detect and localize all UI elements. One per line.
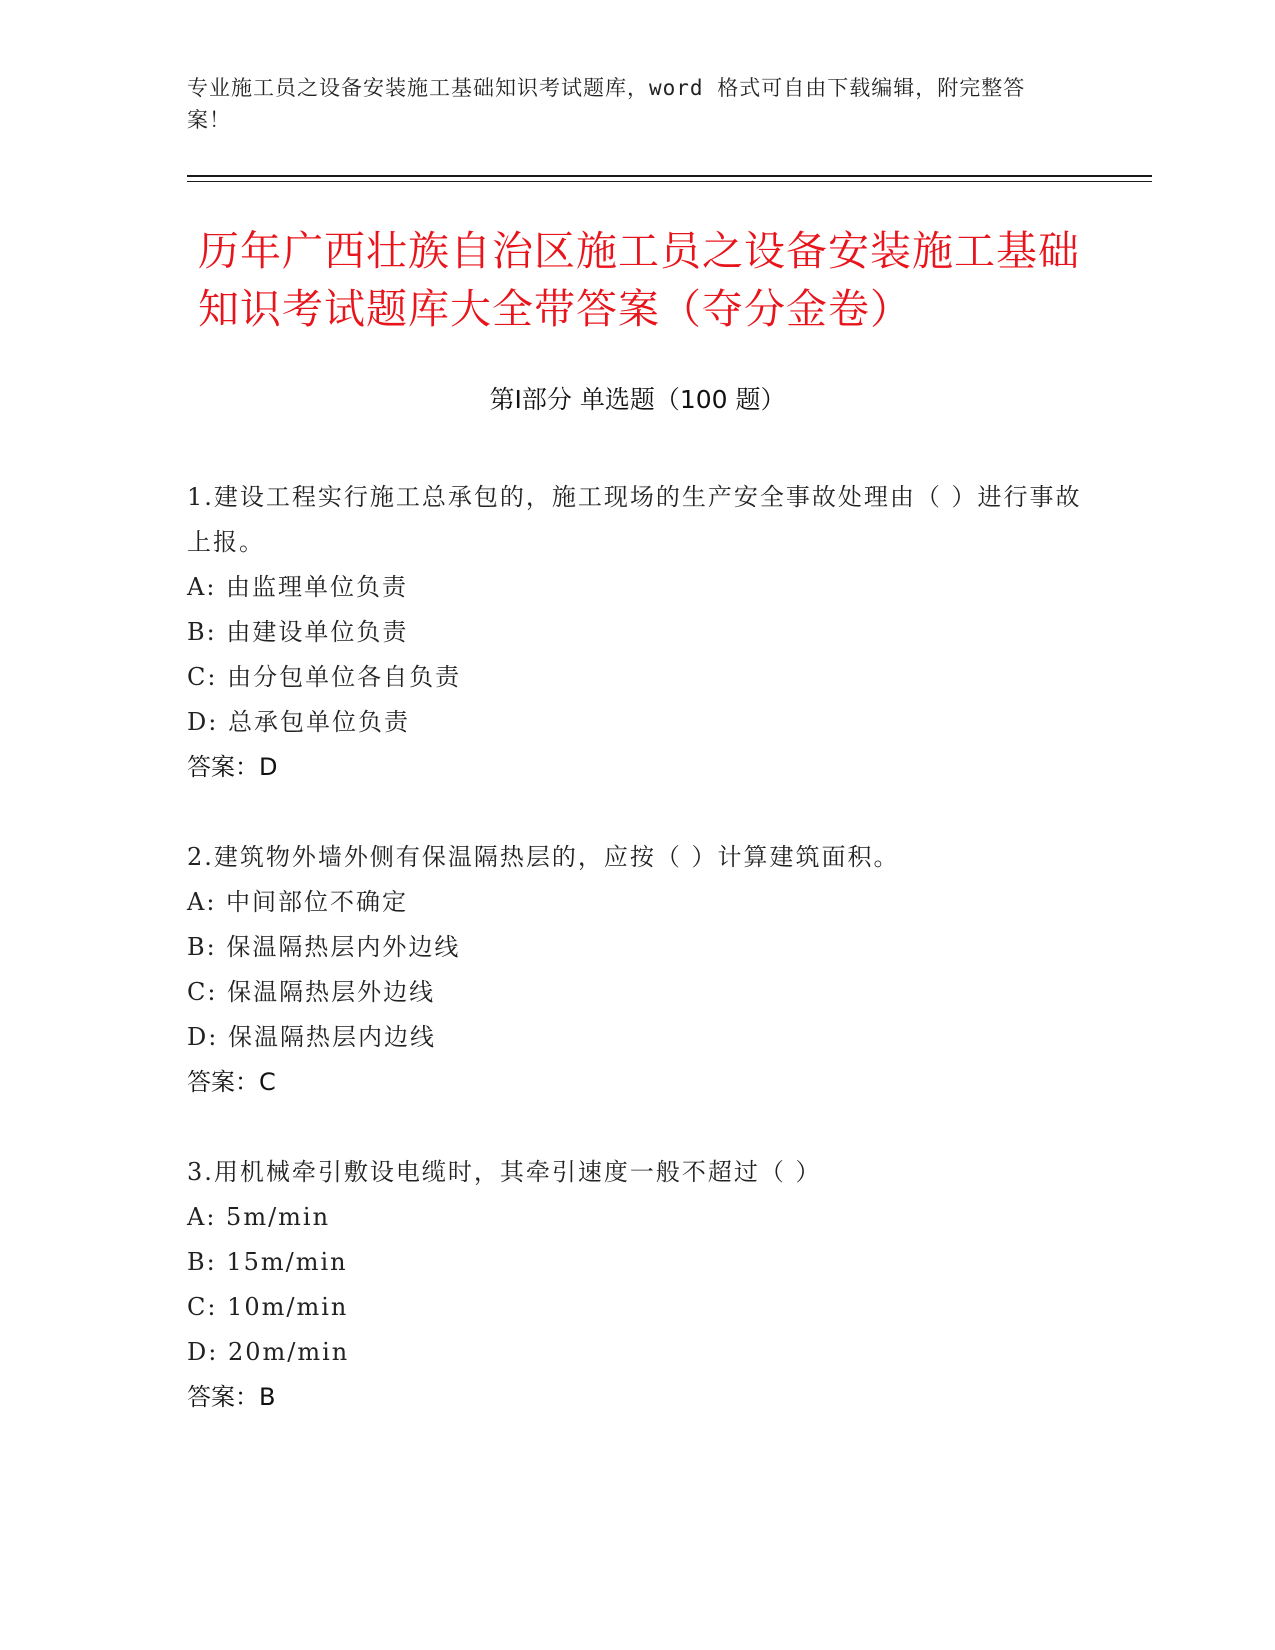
question-stem: 3.用机械牵引敷设电缆时，其牵引速度一般不超过（ ） [187,1158,822,1186]
question-list [187,475,1087,1465]
option-d: D: 保温隔热层内边线 [187,1023,436,1051]
option-d: D: 总承包单位负责 [187,708,410,736]
option-d: D: 20m/min [187,1338,350,1366]
option-a: A: 5m/min [187,1203,331,1231]
question-item [187,1150,1087,1420]
option-b: B: 由建设单位负责 [187,618,409,646]
option-c: C: 10m/min [187,1293,349,1321]
document-title: 历年广西壮族自治区施工员之设备安装施工基础知识考试题库大全带答案（夺分金卷） [198,227,1080,333]
section-title: 第Ⅰ部分 单选题（100 题） [489,385,786,414]
option-c: C: 保温隔热层外边线 [187,978,436,1006]
header-note: 专业施工员之设备安装施工基础知识考试题库，word 格式可自由下载编辑，附完整答案！ [187,76,1026,132]
option-a: A: 中间部位不确定 [187,888,409,916]
option-a: A: 由监理单位负责 [187,573,409,601]
answer-line: 答案：C [187,1068,276,1096]
answer-line: 答案：D [187,753,278,781]
question-stem: 1.建设工程实行施工总承包的，施工现场的生产安全事故处理由（ ）进行事故上报。 [187,483,1082,556]
option-b: B: 15m/min [187,1248,348,1276]
answer-line: 答案：B [187,1383,276,1411]
header-divider-thick [187,175,1152,177]
question-item [187,475,1087,790]
option-c: C: 由分包单位各自负责 [187,663,462,691]
option-b: B: 保温隔热层内外边线 [187,933,461,961]
question-item [187,835,1087,1105]
header-divider-thin [187,181,1152,182]
question-stem: 2.建筑物外墙外侧有保温隔热层的，应按（ ）计算建筑面积。 [187,843,900,871]
